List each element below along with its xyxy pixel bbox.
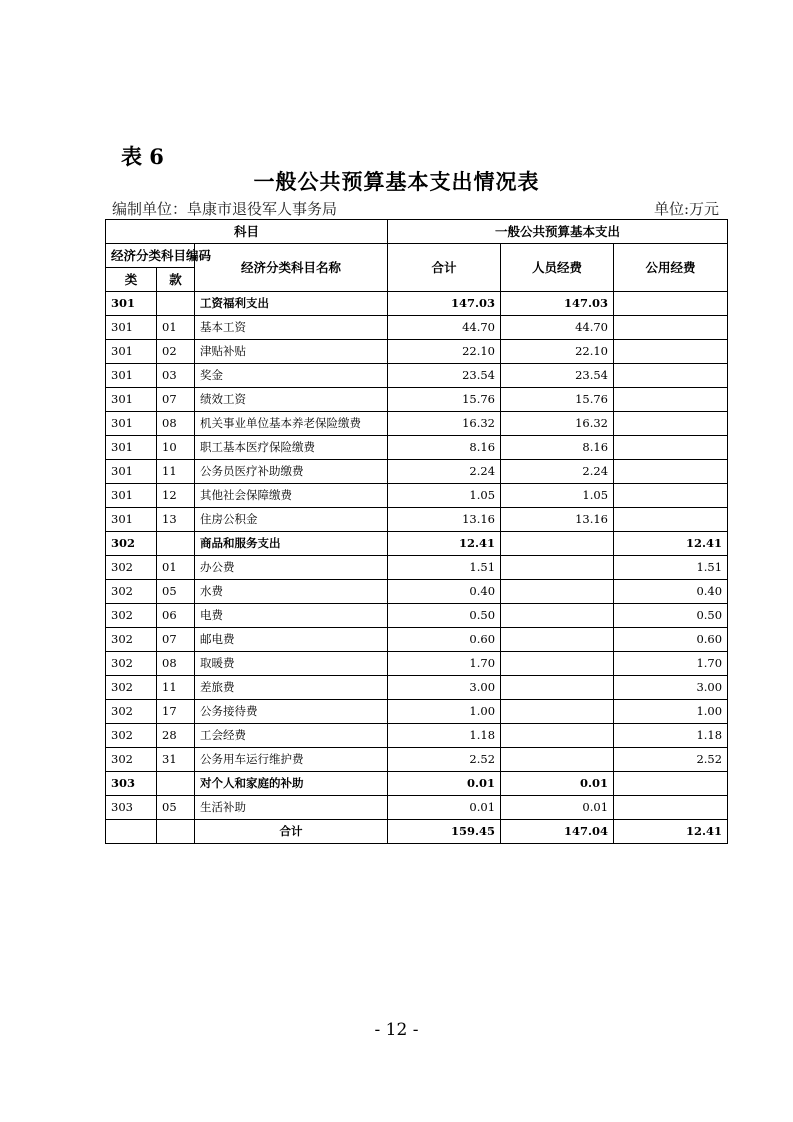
class-cell: 302 bbox=[106, 652, 157, 676]
total-cell: 0.60 bbox=[388, 628, 501, 652]
total-public: 12.41 bbox=[614, 820, 728, 844]
public-cell: 1.70 bbox=[614, 652, 728, 676]
total-cell: 16.32 bbox=[388, 412, 501, 436]
total-item-cell bbox=[157, 820, 195, 844]
header-name: 经济分类科目名称 bbox=[195, 244, 388, 292]
name-cell: 公务接待费 bbox=[195, 700, 388, 724]
table-row bbox=[106, 676, 728, 700]
name-cell: 绩效工资 bbox=[195, 388, 388, 412]
table-row bbox=[106, 580, 728, 604]
table-row bbox=[106, 460, 728, 484]
public-cell bbox=[614, 340, 728, 364]
unit-label: 单位:万元 bbox=[653, 200, 719, 218]
total-cell: 0.40 bbox=[388, 580, 501, 604]
public-cell bbox=[614, 364, 728, 388]
total-cell: 22.10 bbox=[388, 340, 501, 364]
name-cell: 电费 bbox=[195, 604, 388, 628]
class-cell: 302 bbox=[106, 724, 157, 748]
item-cell: 11 bbox=[157, 460, 195, 484]
total-cell: 2.24 bbox=[388, 460, 501, 484]
total-cell: 2.52 bbox=[388, 748, 501, 772]
total-cell: 3.00 bbox=[388, 676, 501, 700]
header-subject: 科目 bbox=[106, 220, 388, 244]
personnel-cell bbox=[501, 700, 614, 724]
table-row bbox=[106, 316, 728, 340]
class-cell: 301 bbox=[106, 316, 157, 340]
class-cell: 301 bbox=[106, 412, 157, 436]
class-cell: 301 bbox=[106, 340, 157, 364]
total-class-cell bbox=[106, 820, 157, 844]
class-cell: 303 bbox=[106, 796, 157, 820]
item-cell: 06 bbox=[157, 604, 195, 628]
public-cell: 2.52 bbox=[614, 748, 728, 772]
item-cell: 12 bbox=[157, 484, 195, 508]
name-cell: 工会经费 bbox=[195, 724, 388, 748]
public-cell bbox=[614, 436, 728, 460]
name-cell: 对个人和家庭的补助 bbox=[195, 772, 388, 796]
name-cell: 商品和服务支出 bbox=[195, 532, 388, 556]
personnel-cell: 2.24 bbox=[501, 460, 614, 484]
organization-label: 编制单位：阜康市退役军人事务局 bbox=[112, 200, 338, 218]
class-cell: 302 bbox=[106, 604, 157, 628]
personnel-cell: 22.10 bbox=[501, 340, 614, 364]
item-cell: 02 bbox=[157, 340, 195, 364]
table-row bbox=[106, 628, 728, 652]
table-row bbox=[106, 388, 728, 412]
personnel-cell: 8.16 bbox=[501, 436, 614, 460]
total-cell: 1.18 bbox=[388, 724, 501, 748]
class-cell: 301 bbox=[106, 388, 157, 412]
total-cell: 15.76 bbox=[388, 388, 501, 412]
class-cell: 301 bbox=[106, 364, 157, 388]
item-cell: 10 bbox=[157, 436, 195, 460]
class-cell: 303 bbox=[106, 772, 157, 796]
header-class: 类 bbox=[106, 268, 157, 292]
public-cell: 12.41 bbox=[614, 532, 728, 556]
personnel-cell: 44.70 bbox=[501, 316, 614, 340]
public-cell bbox=[614, 796, 728, 820]
name-cell: 邮电费 bbox=[195, 628, 388, 652]
page-number: - 12 - bbox=[374, 1020, 419, 1040]
class-cell: 301 bbox=[106, 292, 157, 316]
class-cell: 301 bbox=[106, 508, 157, 532]
total-cell: 0.50 bbox=[388, 604, 501, 628]
header-item: 款 bbox=[157, 268, 195, 292]
personnel-cell: 147.03 bbox=[501, 292, 614, 316]
personnel-cell bbox=[501, 676, 614, 700]
personnel-cell: 23.54 bbox=[501, 364, 614, 388]
name-cell: 机关事业单位基本养老保险缴费 bbox=[195, 412, 388, 436]
personnel-cell bbox=[501, 556, 614, 580]
class-cell: 301 bbox=[106, 484, 157, 508]
item-cell bbox=[157, 532, 195, 556]
total-cell: 0.01 bbox=[388, 772, 501, 796]
item-cell: 08 bbox=[157, 412, 195, 436]
total-cell: 23.54 bbox=[388, 364, 501, 388]
total-cell: 0.01 bbox=[388, 796, 501, 820]
public-cell: 3.00 bbox=[614, 676, 728, 700]
table-row bbox=[106, 532, 728, 556]
item-cell: 05 bbox=[157, 580, 195, 604]
personnel-cell bbox=[501, 724, 614, 748]
header-total: 合计 bbox=[388, 244, 501, 292]
public-cell bbox=[614, 508, 728, 532]
table-number: 表 6 bbox=[121, 144, 164, 169]
name-cell: 职工基本医疗保险缴费 bbox=[195, 436, 388, 460]
public-cell bbox=[614, 412, 728, 436]
table-row bbox=[106, 652, 728, 676]
name-cell: 办公费 bbox=[195, 556, 388, 580]
table-row bbox=[106, 604, 728, 628]
name-cell: 生活补助 bbox=[195, 796, 388, 820]
table-row bbox=[106, 748, 728, 772]
class-cell: 302 bbox=[106, 580, 157, 604]
total-row bbox=[106, 820, 728, 844]
personnel-cell bbox=[501, 604, 614, 628]
public-cell: 0.40 bbox=[614, 580, 728, 604]
page-title: 一般公共预算基本支出情况表 bbox=[253, 169, 540, 194]
table-row bbox=[106, 340, 728, 364]
total-cell: 8.16 bbox=[388, 436, 501, 460]
name-cell: 差旅费 bbox=[195, 676, 388, 700]
public-cell: 1.51 bbox=[614, 556, 728, 580]
personnel-cell: 13.16 bbox=[501, 508, 614, 532]
personnel-cell bbox=[501, 748, 614, 772]
class-cell: 302 bbox=[106, 676, 157, 700]
class-cell: 301 bbox=[106, 460, 157, 484]
item-cell: 01 bbox=[157, 316, 195, 340]
public-cell: 1.18 bbox=[614, 724, 728, 748]
item-cell: 28 bbox=[157, 724, 195, 748]
personnel-cell: 16.32 bbox=[501, 412, 614, 436]
total-cell: 12.41 bbox=[388, 532, 501, 556]
total-cell: 147.03 bbox=[388, 292, 501, 316]
table-row bbox=[106, 484, 728, 508]
public-cell: 0.60 bbox=[614, 628, 728, 652]
total-personnel: 147.04 bbox=[501, 820, 614, 844]
public-cell bbox=[614, 460, 728, 484]
item-cell: 17 bbox=[157, 700, 195, 724]
public-cell bbox=[614, 316, 728, 340]
class-cell: 302 bbox=[106, 556, 157, 580]
name-cell: 取暖费 bbox=[195, 652, 388, 676]
personnel-cell: 1.05 bbox=[501, 484, 614, 508]
public-cell bbox=[614, 484, 728, 508]
table-row bbox=[106, 700, 728, 724]
name-cell: 公务用车运行维护费 bbox=[195, 748, 388, 772]
header-code: 经济分类科目编码 bbox=[106, 244, 195, 268]
total-cell: 1.00 bbox=[388, 700, 501, 724]
total-cell: 1.51 bbox=[388, 556, 501, 580]
public-cell: 0.50 bbox=[614, 604, 728, 628]
public-cell bbox=[614, 388, 728, 412]
personnel-cell: 0.01 bbox=[501, 796, 614, 820]
table-row bbox=[106, 412, 728, 436]
personnel-cell bbox=[501, 580, 614, 604]
public-cell bbox=[614, 772, 728, 796]
table-row bbox=[106, 508, 728, 532]
name-cell: 基本工资 bbox=[195, 316, 388, 340]
total-total: 159.45 bbox=[388, 820, 501, 844]
table-row bbox=[106, 556, 728, 580]
class-cell: 302 bbox=[106, 700, 157, 724]
item-cell bbox=[157, 292, 195, 316]
total-cell: 1.05 bbox=[388, 484, 501, 508]
personnel-cell bbox=[501, 652, 614, 676]
total-label: 合计 bbox=[195, 820, 388, 844]
class-cell: 301 bbox=[106, 436, 157, 460]
item-cell: 11 bbox=[157, 676, 195, 700]
name-cell: 奖金 bbox=[195, 364, 388, 388]
name-cell: 其他社会保障缴费 bbox=[195, 484, 388, 508]
item-cell: 31 bbox=[157, 748, 195, 772]
item-cell: 07 bbox=[157, 628, 195, 652]
header-public: 公用经费 bbox=[614, 244, 728, 292]
name-cell: 工资福利支出 bbox=[195, 292, 388, 316]
public-cell: 1.00 bbox=[614, 700, 728, 724]
item-cell: 13 bbox=[157, 508, 195, 532]
total-cell: 44.70 bbox=[388, 316, 501, 340]
name-cell: 水费 bbox=[195, 580, 388, 604]
total-cell: 1.70 bbox=[388, 652, 501, 676]
personnel-cell: 15.76 bbox=[501, 388, 614, 412]
personnel-cell bbox=[501, 532, 614, 556]
item-cell: 08 bbox=[157, 652, 195, 676]
personnel-cell: 0.01 bbox=[501, 772, 614, 796]
name-cell: 津贴补贴 bbox=[195, 340, 388, 364]
personnel-cell bbox=[501, 628, 614, 652]
header-basic-expenditure: 一般公共预算基本支出 bbox=[388, 220, 728, 244]
table-row bbox=[106, 292, 728, 316]
header-personnel: 人员经费 bbox=[501, 244, 614, 292]
table-body bbox=[106, 292, 728, 820]
class-cell: 302 bbox=[106, 628, 157, 652]
public-cell bbox=[614, 292, 728, 316]
total-cell: 13.16 bbox=[388, 508, 501, 532]
class-cell: 302 bbox=[106, 748, 157, 772]
table-row bbox=[106, 364, 728, 388]
table-row bbox=[106, 772, 728, 796]
item-cell: 03 bbox=[157, 364, 195, 388]
budget-table bbox=[105, 219, 728, 844]
table-row bbox=[106, 724, 728, 748]
table-row bbox=[106, 436, 728, 460]
item-cell bbox=[157, 772, 195, 796]
name-cell: 公务员医疗补助缴费 bbox=[195, 460, 388, 484]
class-cell: 302 bbox=[106, 532, 157, 556]
item-cell: 07 bbox=[157, 388, 195, 412]
item-cell: 05 bbox=[157, 796, 195, 820]
name-cell: 住房公积金 bbox=[195, 508, 388, 532]
item-cell: 01 bbox=[157, 556, 195, 580]
table-row bbox=[106, 796, 728, 820]
